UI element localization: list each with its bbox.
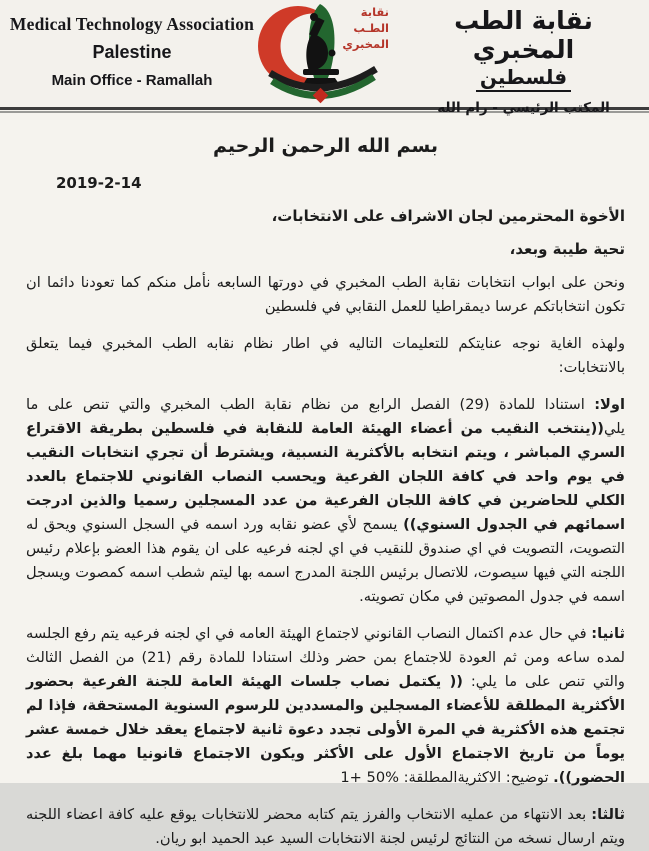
svg-text:الطـب: الطـب xyxy=(353,21,389,35)
org-name-english: Medical Technology Association xyxy=(9,14,255,34)
intro-paragraph-2: ولهذه الغاية نوجه عنايتكم للتعليمات التاليه في اطار نظام نقابه الطب المخبري فيما يتعلق بالانتخابات: xyxy=(26,335,625,376)
bold-run: ثانيا: xyxy=(591,625,625,642)
svg-text:نقابة: نقابة xyxy=(360,5,389,19)
section-third xyxy=(26,803,625,851)
salutation-line: الأخوة المحترمين لجان الاشراف على الانتخابات، xyxy=(271,207,625,225)
org-country-english: Palestine xyxy=(92,42,172,62)
greeting-line: تحية طيبة وبعد، xyxy=(509,240,625,258)
text-run: بعد الانتهاء من عمليه الانتخاب والفرز يتم كتابه محضر للانتخابات يوقع عليه كافة اعضاء اللجنه ويتم ارسال نسخه من النتائج لرئيس لجنة الانتخابات السيد عبد الحميد ابو ريان. xyxy=(26,806,625,847)
svg-text:المخبري: المخبري xyxy=(342,37,389,51)
org-office-english: Main Office - Ramallah xyxy=(51,72,213,89)
intro-paragraph-1: ونحن على ابواب انتخابات نقابة الطب المخبري في دورتها السابعه نأمل منكم كما تعودنا دائما ان تكون انتخاباتكم عرسا ديمقراطيا للعمل النقابي في فلسطين xyxy=(26,274,625,315)
letterhead-arabic xyxy=(406,6,641,116)
text-run: توضيح: الاكثريةالمطلقة: %50 +1 xyxy=(340,769,554,786)
letterhead-english xyxy=(4,14,260,89)
text-run: يسمح لأي عضو نقابه ورد اسمه في السجل السنوي ويحق له التصويت، التصويت في اي صندوق للنقيب في اي لجنه فرعيه على ان يقوم هذا العضو بإعلام رئيس اللجنه التي فيها سيصوت، للاتصال برئيس اللجنة المدرج اسمه بها ليتم شطب اسمه كمصوت ويسجل اسمه في جدول المصوتين في مكان تصويته. xyxy=(26,516,625,605)
basmala: بسم الله الرحمن الرحيم xyxy=(213,135,438,157)
text-run: استنادا للمادة (29) الفصل الرابع من نظام نقابة الطب المخبري والتي تنص على ما يلي xyxy=(26,396,625,437)
org-name-arabic: نقابة الطب المخبري xyxy=(454,6,593,64)
letter-date: 2019-2-14 xyxy=(56,174,142,192)
letterhead xyxy=(0,0,649,116)
org-office-arabic: المكتب الرئيسي - رام الله xyxy=(437,100,610,116)
association-logo xyxy=(256,1,392,106)
bold-run: اولا: xyxy=(594,396,625,413)
text-run: في حال عدم اكتمال النصاب القانوني لاجتماع الهيئة العامه في اي لجنه فرعيه يتم رفع الجلسه لمده ساعه ومن ثم العودة للاجتماع بمن حضر وذلك استنادا للمادة رقم (21) من الفصل الثالث والتي تنص على ما يلي: xyxy=(26,625,625,690)
section-first xyxy=(26,393,625,609)
bold-run: (( يكتمل نصاب جلسات الهيئة العامة للجنة الفرعية بحضور الأكثرية المطلقة للأعضاء المسجلين والمسددين للرسوم السنوية المستحقة، فإذا لم تجتمع هذه الأكثرية في المرة الأولى تجدد دعوة ثانية لاجتماع يعقد خلال خمسة عشر يوماً من تاريخ الاجتماع الأول على الأكثر ويكون الاجتماع قانونيا مهما بلغ عدد الحضور)). xyxy=(26,673,625,786)
bold-run: ثالثا: xyxy=(591,806,625,823)
section-second xyxy=(26,622,625,790)
bold-run: ((ينتخب النقيب من أعضاء الهيئة العامة للنقابة في فلسطين بطريقة الاقتراع السري المباشر ، ويتم انتخابه بالأكثرية النسبية، ويشترط أن تجري انتخابات النقيب في يوم واحد في كافة اللجان الفرعية ويحسب النصاب القانوني للاجتماع بالعدد الكلي للحاضرين في كافة اللجان الفرعية من عدد المسجلين رسميا والذين ادرجت اسمائهم في الجدول السنوي)) xyxy=(26,420,625,533)
letter-body xyxy=(0,135,649,851)
logo-arabic-text xyxy=(342,5,389,51)
org-country-arabic: فلسطين xyxy=(476,65,571,92)
